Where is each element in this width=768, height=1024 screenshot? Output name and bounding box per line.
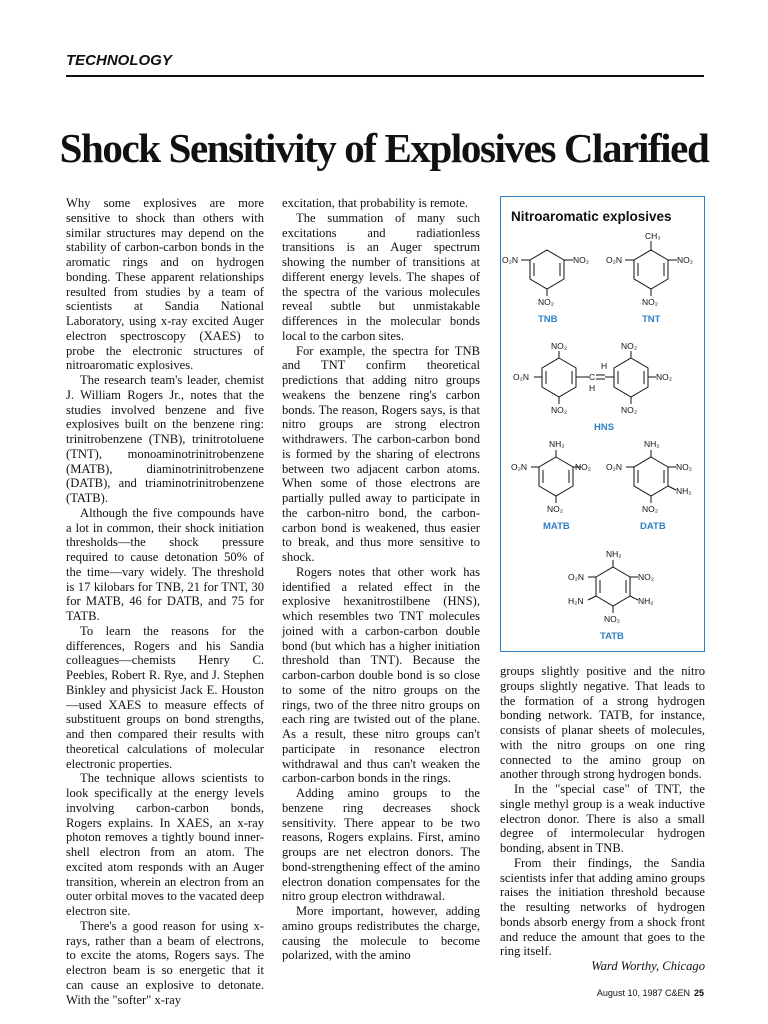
svg-text:NH₂: NH₂ — [606, 549, 622, 559]
svg-text:O₂N: O₂N — [568, 572, 585, 582]
svg-text:NH₂: NH₂ — [644, 439, 660, 449]
svg-text:H: H — [589, 383, 596, 393]
svg-text:NO₂: NO₂ — [642, 504, 659, 514]
paragraph: The technique allows scientists to look specifically at the energy levels involving carbon-carbon bonds, Rogers explains. In XAES, an x-ray photon removes a tightly bound inner-shell electron from an atom. The excited atom responds with an Auger transition, wherein an electron from an outer orbital moves to the vacated deep electron site. — [66, 771, 264, 918]
svg-text:NO₂: NO₂ — [604, 614, 621, 624]
page-number: 25 — [693, 988, 704, 998]
paragraph: The summation of many such excitations and radiationless transitions is an Auger spectrum showing the number of transitions at different energy levels. The shapes of the spectra of the various molecules reveal subtle but unmistakable differences in the molecular bonds local to the carbon sites. — [282, 210, 480, 343]
svg-text:NO₂: NO₂ — [547, 504, 564, 514]
article-column-3 — [500, 664, 705, 974]
svg-text:TNT: TNT — [642, 314, 661, 325]
svg-text:O₂N: O₂N — [511, 462, 528, 472]
svg-text:O₂N: O₂N — [513, 372, 530, 382]
paragraph: excitation, that probability is remote. — [282, 196, 469, 210]
hns-structure — [513, 341, 672, 433]
svg-text:HNS: HNS — [594, 422, 615, 433]
svg-text:MATB: MATB — [543, 521, 570, 532]
paragraph: To learn the reasons for the differences, Rogers and his Sandia colleagues—chemists Henry C. Peebles, Robert R. Rye, and J. Stephen Binkley and physicist Jack E. Houston—used XAES to measure effects of substituent groups on bond strengths, and then compared their results with theoretical calculations of molecular electronic properties. — [66, 623, 264, 771]
paragraph: From their findings, the Sandia scientists infer that adding amino groups raises the initiation threshold because the resulting networks of hydrogen bonds absorb energy from a shock front and reduce the amount that goes to the ring itself. — [500, 855, 705, 959]
datb-structure — [606, 439, 692, 532]
svg-text:NO₂: NO₂ — [551, 405, 568, 415]
svg-text:NH₂: NH₂ — [549, 439, 565, 449]
svg-text:NO₂: NO₂ — [621, 405, 638, 415]
svg-text:NH₂: NH₂ — [638, 596, 654, 606]
svg-text:O₂N: O₂N — [606, 255, 623, 265]
svg-text:NO₂: NO₂ — [677, 255, 694, 265]
footer-date-source: August 10, 1987 C&EN — [596, 988, 690, 998]
molecule-structures-figure — [501, 197, 706, 653]
svg-text:TATB: TATB — [600, 631, 624, 642]
sidebar-figure-box — [500, 196, 705, 652]
tnt-structure — [606, 231, 693, 325]
svg-text:O₂N: O₂N — [606, 462, 623, 472]
svg-text:NO₂: NO₂ — [575, 462, 592, 472]
paragraph: Rogers notes that other work has identified a related effect in the explosive hexanitrostilbene (HNS), which resembles two TNT molecules joined with a carbon-carbon double bond (but which has a higher initiation threshold than TNT). Because the carbon-carbon double bond is so close to some of the nitro groups on the rings, two of the three nitro groups on each ring are twisted out of the plane. As a result, these nitro groups can't participate in resonance electron withdrawal and thus can't weaken the carbon-carbon bonds in the rings. — [282, 564, 480, 786]
svg-text:DATB: DATB — [640, 521, 666, 532]
paragraph: In the "special case" of TNT, the single methyl group is a weak inductive electron donor. There is also a small degree of intermolecular hydrogen bonding, absent in TNB. — [500, 782, 705, 855]
article-column-2 — [282, 196, 480, 963]
svg-text:NO₂: NO₂ — [573, 255, 590, 265]
svg-text:NO₂: NO₂ — [551, 341, 568, 351]
tnb-structure — [502, 250, 589, 325]
svg-text:NO₂: NO₂ — [538, 297, 555, 307]
byline: Ward Worthy, Chicago — [591, 959, 705, 973]
svg-text:NH₂: NH₂ — [676, 486, 692, 496]
paragraph: Adding amino groups to the benzene ring decreases shock sensitivity. There appear to be two reasons, Rogers explains. First, amino groups are net electron donors. The bond-strengthening effect of the amino electron donation compensates for the nitro group electron withdrawal. — [282, 786, 480, 904]
page-footer — [597, 988, 704, 998]
tatb-structure — [568, 549, 654, 642]
header-rule — [66, 75, 704, 77]
svg-text:TNB: TNB — [538, 314, 558, 325]
matb-structure — [511, 439, 591, 532]
svg-text:CH₃: CH₃ — [645, 231, 661, 241]
svg-text:H₂N: H₂N — [568, 596, 584, 606]
article-column-1 — [66, 196, 264, 1007]
section-tag: TECHNOLOGY — [66, 52, 172, 69]
paragraph: For example, the spectra for TNB and TNT confirm theoretical predictions that adding nitro groups weakens the benzene ring's carbon bonds. The reason, Rogers says, is that nitro groups are strong electron withdrawers. The carbon-carbon bond is formed by the sharing of electrons between two adjacent carbon atoms. When some of those electrons are partially pulled away to participate in the carbon-nitro bond, the carbon-carbon bond is weakened, thus easier to break, and thus more sensitive to shock. — [282, 343, 480, 564]
paragraph: groups slightly positive and the nitro groups slightly negative. That leads to the formation of a strong hydrogen bonding network. TATB, for instance, consists of planar sheets of molecules, with the nitro groups on one ring connected to the amino group on another through strong hydrogen bonds. — [500, 664, 705, 782]
paragraph: There's a good reason for using x-rays, rather than a beam of electrons, to excite the atoms, Rogers says. The electron beam is so energetic that it can cause an explosive to detonate. With the "softer" x-ray — [66, 918, 264, 1007]
svg-text:NO₂: NO₂ — [676, 462, 693, 472]
svg-text:H: H — [601, 361, 608, 371]
paragraph: The research team's leader, chemist J. William Rogers Jr., notes that the studies involved benzene and five explosives built on the benzene ring: trinitrobenzene (TNB), trinitrotoluene (TNT), monoaminotrinitrobenzene (MATB), diaminotrinitrobenzene (DATB), and triaminotrinitrobenzene (TATB). — [66, 373, 264, 505]
paragraph: Although the five compounds have a lot in common, their shock initiation thresholds—the shock pressure required to cause detonation 50% of the time—vary widely. The threshold is 17 kilobars for TNB, 21 for TNT, 30 for MATB, 46 for DATB, and 75 for TATB. — [66, 505, 264, 623]
article-title: Shock Sensitivity of Explosives Clarified — [59, 125, 709, 171]
sidebar-title: Nitroaromatic explosives — [511, 209, 672, 224]
svg-text:NO₂: NO₂ — [656, 372, 673, 382]
paragraph: Why some explosives are more sensitive to shock than others with similar structures may depend on the stability of carbon-carbon bonds in the aromatic rings and on hydrogen bonding. These apparent relationships resulted from studies by a team of scientists at Sandia National Laboratory, using x-ray excited Auger electron spectroscopy (XAES) to probe the electronic structures of nitroaromatic explosives. — [66, 196, 264, 373]
svg-text:C: C — [589, 372, 596, 382]
paragraph: More important, however, adding amino groups redistributes the charge, causing the molecule to become polarized, with the amino — [282, 904, 480, 963]
svg-text:NO₂: NO₂ — [638, 572, 655, 582]
svg-text:NO₂: NO₂ — [621, 341, 638, 351]
svg-text:O₂N: O₂N — [502, 255, 519, 265]
svg-text:NO₂: NO₂ — [642, 297, 659, 307]
